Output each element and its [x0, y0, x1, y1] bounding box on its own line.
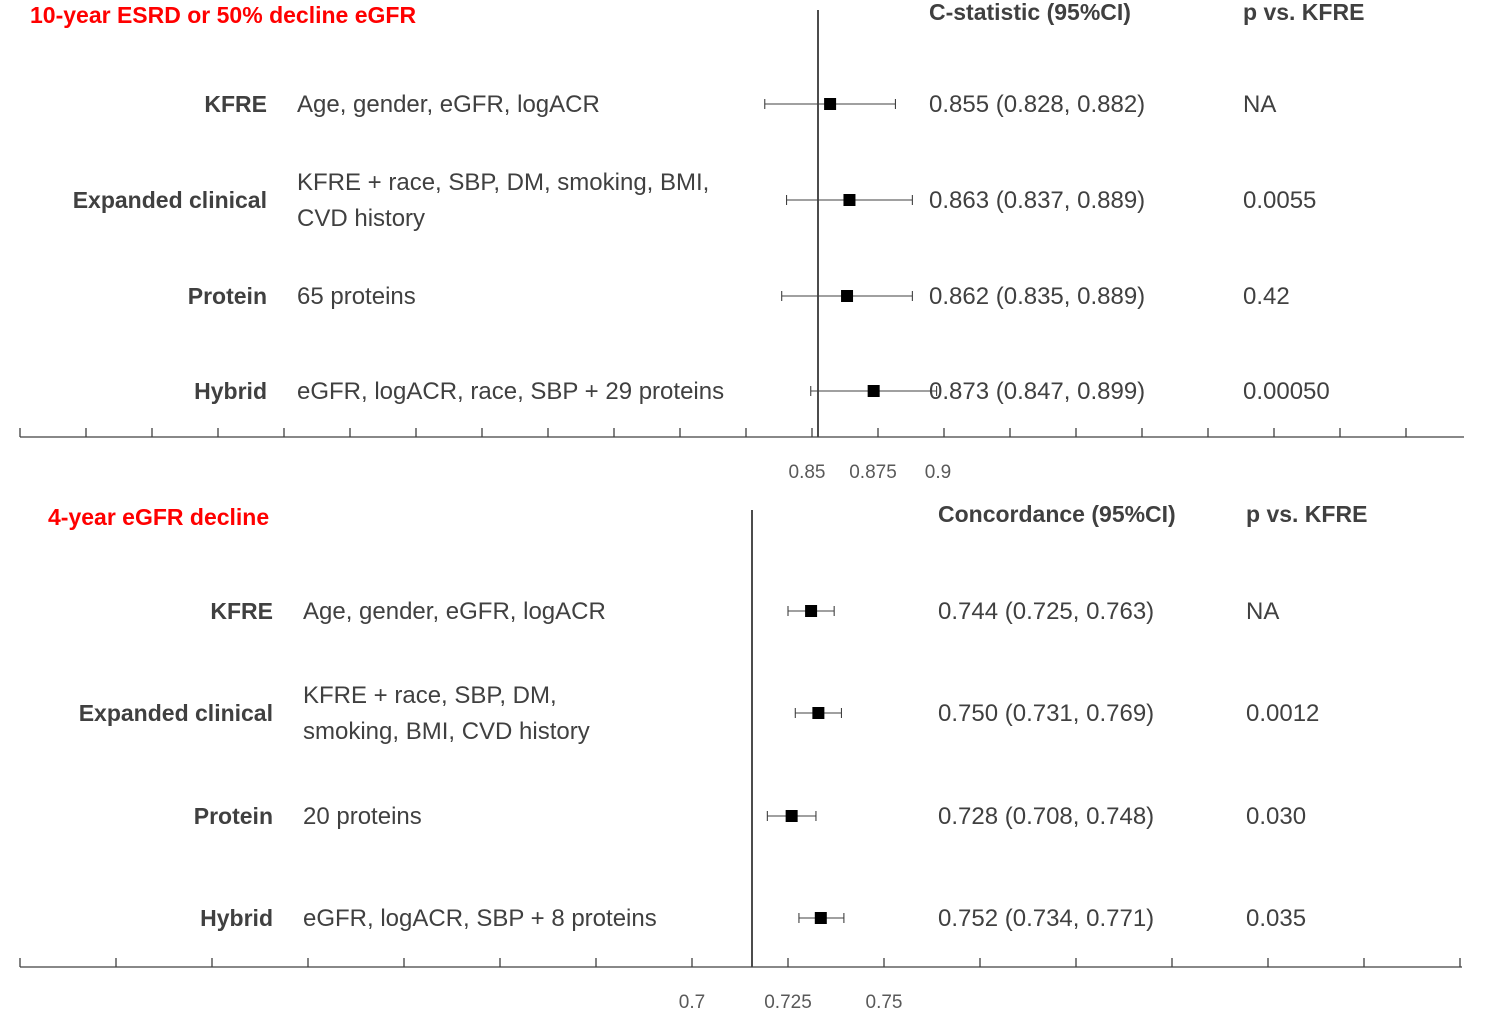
forest-row — [79, 682, 1320, 745]
model-name: Hybrid — [200, 905, 273, 931]
panel-title: 10-year ESRD or 50% decline eGFR — [30, 2, 417, 28]
model-description: KFRE + race, SBP, DM, — [303, 682, 557, 709]
x-tick-label: 0.9 — [924, 462, 952, 483]
forest-row — [204, 91, 1276, 118]
x-tick-label: 0.875 — [849, 462, 897, 483]
x-tick-label: 0.75 — [865, 992, 903, 1010]
ci-value-label: 0.855 (0.828, 0.882) — [929, 91, 1146, 118]
p-column-header: p vs. KFRE — [1243, 0, 1365, 25]
model-description: Age, gender, eGFR, logACR — [297, 91, 600, 118]
p-value-label: 0.030 — [1246, 803, 1307, 830]
point-estimate — [805, 605, 817, 617]
p-value-label: 0.42 — [1243, 283, 1290, 310]
forest-panel-2 — [20, 501, 1462, 1010]
forest-row — [210, 598, 1279, 625]
forest-row — [194, 803, 1306, 830]
point-estimate — [868, 385, 880, 397]
panel-title: 4-year eGFR decline — [48, 504, 270, 530]
p-value-label: 0.0012 — [1246, 700, 1320, 727]
ci-value-label: 0.873 (0.847, 0.899) — [929, 378, 1146, 405]
x-tick-label: 0.85 — [788, 462, 826, 483]
forest-panel-1 — [20, 0, 1464, 483]
point-estimate — [841, 290, 853, 302]
model-description: smoking, BMI, CVD history — [303, 718, 590, 745]
x-tick-label: 0.7 — [678, 992, 706, 1010]
model-name: KFRE — [210, 598, 273, 624]
forest-row — [73, 169, 1317, 232]
x-tick-label: 0.725 — [764, 992, 812, 1010]
model-description: eGFR, logACR, SBP + 8 proteins — [303, 905, 657, 932]
point-estimate — [843, 194, 855, 206]
p-value-label: NA — [1243, 91, 1277, 118]
model-name: Hybrid — [194, 378, 267, 404]
model-description: Age, gender, eGFR, logACR — [303, 598, 606, 625]
model-name: KFRE — [204, 91, 267, 117]
p-value-label: NA — [1246, 598, 1280, 625]
ci-value-label: 0.862 (0.835, 0.889) — [929, 283, 1146, 310]
forest-row — [194, 378, 1330, 405]
model-name: Expanded clinical — [72, 187, 267, 213]
point-estimate — [815, 912, 827, 924]
model-description: 20 proteins — [303, 803, 422, 830]
model-description: eGFR, logACR, race, SBP + 29 proteins — [297, 378, 725, 405]
ci-value-label: 0.744 (0.725, 0.763) — [938, 598, 1155, 625]
forest-row — [188, 283, 1290, 310]
model-description: 65 proteins — [297, 283, 416, 310]
p-value-label: 0.035 — [1246, 905, 1307, 932]
model-name: Expanded clinical — [78, 700, 273, 726]
forest-row — [200, 905, 1306, 932]
ci-value-label: 0.728 (0.708, 0.748) — [938, 803, 1155, 830]
stat-column-header: Concordance (95%CI) — [938, 501, 1176, 527]
model-description: KFRE + race, SBP, DM, smoking, BMI, — [297, 169, 710, 196]
ci-value-label: 0.863 (0.837, 0.889) — [929, 187, 1146, 214]
ci-value-label: 0.752 (0.734, 0.771) — [938, 905, 1155, 932]
point-estimate — [812, 707, 824, 719]
p-value-label: 0.0055 — [1243, 187, 1317, 214]
model-name: Protein — [193, 803, 273, 829]
point-estimate — [786, 810, 798, 822]
stat-column-header: C-statistic (95%CI) — [929, 0, 1131, 25]
ci-value-label: 0.750 (0.731, 0.769) — [938, 700, 1155, 727]
p-column-header: p vs. KFRE — [1246, 501, 1368, 527]
model-name: Protein — [187, 283, 267, 309]
model-description: CVD history — [297, 205, 426, 232]
p-value-label: 0.00050 — [1243, 378, 1330, 405]
point-estimate — [824, 98, 836, 110]
